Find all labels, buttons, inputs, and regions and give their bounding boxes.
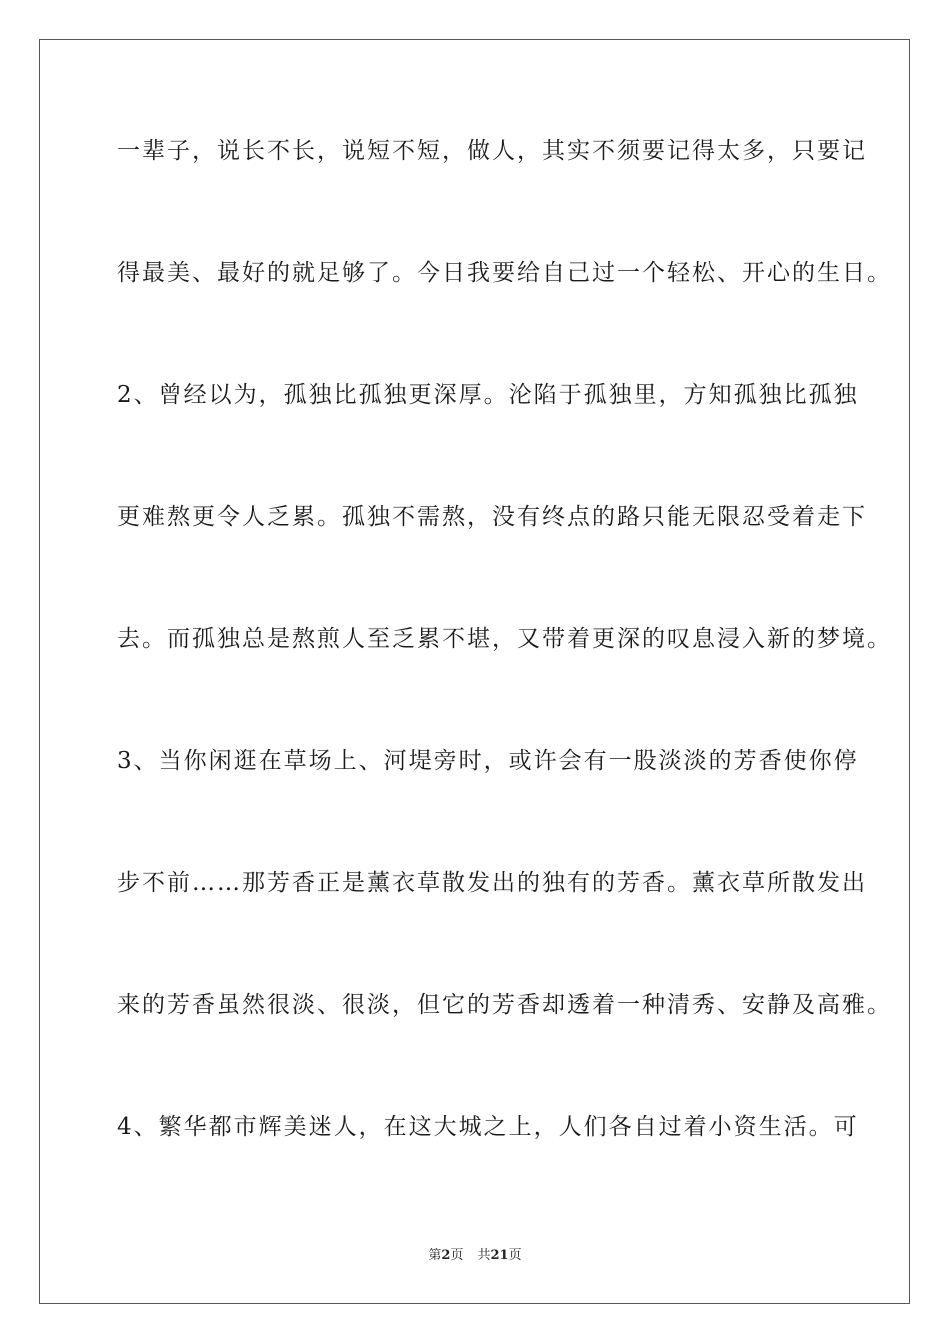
text-line-4: 更难熬更令人乏累。孤独不需熬，没有终点的路只能无限忍受着走下 xyxy=(117,504,867,530)
text-line-7: 步不前……那芳香正是薰衣草散发出的独有的芳香。薰衣草所散发出 xyxy=(117,870,867,896)
page-suffix: 页 xyxy=(450,1248,464,1263)
total-prefix: 共 xyxy=(477,1248,491,1263)
page-number: 2 xyxy=(441,1248,451,1263)
total-suffix: 页 xyxy=(508,1248,522,1263)
total-pages: 21 xyxy=(490,1248,509,1263)
text-line-5: 去。而孤独总是熬煎人至乏累不堪，又带着更深的叹息浸入新的梦境。 xyxy=(117,626,892,652)
text-line-6: 3、当你闲逛在草场上、河堤旁时，或许会有一股淡淡的芳香使你停 xyxy=(117,748,859,774)
text-line-2: 得最美、最好的就足够了。今日我要给自己过一个轻松、开心的生日。 xyxy=(117,260,892,286)
document-body xyxy=(117,126,892,1224)
page-footer xyxy=(0,1244,950,1263)
page-prefix: 第 xyxy=(428,1248,442,1263)
text-line-8: 来的芳香虽然很淡、很淡，但它的芳香却透着一种清秀、安静及高雅。 xyxy=(117,992,892,1018)
text-line-3: 2、曾经以为，孤独比孤独更深厚。沦陷于孤独里，方知孤独比孤独 xyxy=(117,382,859,408)
text-line-1: 一辈子，说长不长，说短不短，做人，其实不须要记得太多，只要记 xyxy=(117,138,867,164)
text-line-9: 4、繁华都市辉美迷人，在这大城之上，人们各自过着小资生活。可 xyxy=(117,1114,859,1140)
